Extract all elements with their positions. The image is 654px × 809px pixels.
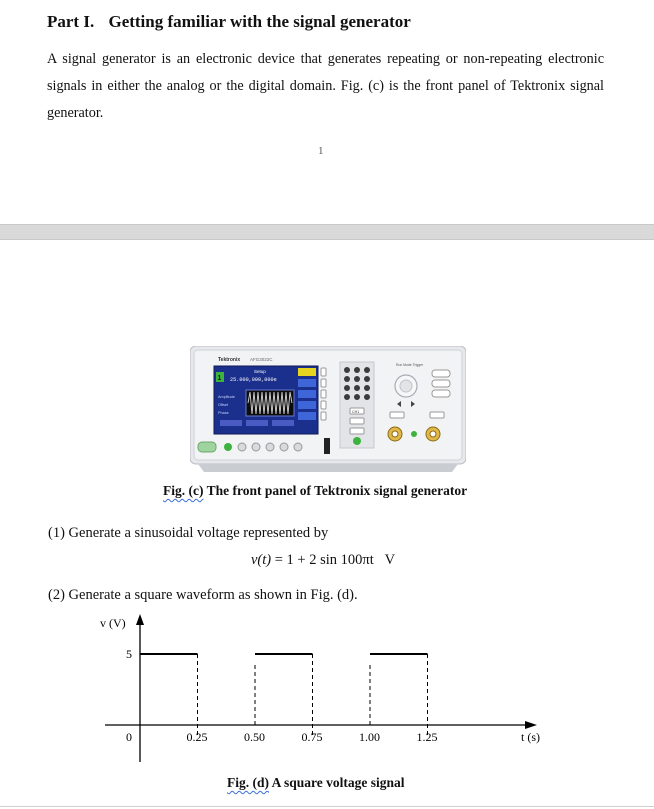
output-on-button[interactable] [353,437,361,445]
screen-softkey-bar-3 [272,420,294,426]
bezel-button-5[interactable] [321,412,326,420]
ch-select-label: CH1 [352,409,360,414]
rotary-knob-center [400,380,412,392]
usb-port [324,438,330,454]
square-wave-series [140,654,428,735]
menu-button-b[interactable] [350,428,364,434]
bnc-output-1-center [392,431,398,437]
y-axis-label: v (V) [100,616,126,630]
x-tick-label-1: 0.25 [186,730,208,744]
section-title: Getting familiar with the signal generator [108,12,411,31]
run-mode-button-1[interactable] [432,370,450,377]
channel-button-1[interactable] [390,412,404,418]
equation [251,552,395,569]
function-button-arb[interactable] [280,443,288,451]
keypad-key[interactable] [364,376,370,382]
function-button-sine[interactable] [224,443,232,451]
figure-d-caption [227,775,405,791]
channel-number: 1 [217,375,222,382]
bezel-button-4[interactable] [321,401,326,409]
x-tick-label-4: 1.00 [359,730,380,744]
screen-softkey-bar-1 [220,420,242,426]
intro-paragraph: A signal generator is an electronic device that generates repeating or non-repeating electronic signals in either the analog or the digital domain. Fig. (c) is the front panel of Tektronix signal generator. [47,51,604,121]
x-tick-label-3: 0.75 [301,730,323,744]
device-base [198,464,458,472]
equation-unit: V [384,552,396,568]
keypad-key[interactable] [344,376,350,382]
page-bottom-rule [0,806,654,807]
keypad-key[interactable] [354,385,360,391]
screen-menu-1 [298,379,316,387]
figure-c-text: The front panel of Tektronix signal generator [206,483,468,498]
screen-softkey-bar-2 [246,420,268,426]
bnc-output-2-center [430,431,436,437]
keypad-key[interactable] [344,385,350,391]
screen-row-amplitude: Amplitude [218,395,235,399]
x-tick-labels [126,730,438,744]
bezel-button-1[interactable] [321,368,326,376]
keypad-key[interactable] [354,367,360,373]
screen-frequency: 25.000,000,000e [230,377,277,383]
section-number: Part I. [47,12,95,31]
keypad-key[interactable] [344,394,350,400]
keypad-panel [340,362,374,448]
figure-c-caption [163,483,467,499]
x-tick-label-5: 1.25 [416,730,438,744]
function-button-square[interactable] [238,443,246,451]
keypad-key[interactable] [364,394,370,400]
figure-c-label: Fig. (c) [163,483,204,498]
screen-menu-2 [298,390,316,398]
y-axis-arrow-icon [136,614,144,625]
keypad-key[interactable] [364,385,370,391]
screen-menu-3 [298,401,316,409]
square-wave-chart [95,610,555,770]
function-button-ramp[interactable] [252,443,260,451]
device-model: AFG3022C [250,357,273,362]
section-heading [47,12,411,32]
task-two: (2) Generate a square waveform as shown in Fig. (d). [48,587,358,603]
keypad-key[interactable] [354,394,360,400]
signal-generator-image [190,346,466,472]
page-break [0,224,654,240]
equation-rhs: = 1 + 2 sin 100πt [274,552,374,568]
x-tick-label-0: 0 [126,730,132,744]
x-axis-arrow-icon [525,721,537,729]
screen-mode: Setup [254,369,266,374]
y-tick-labels [126,647,132,661]
run-mode-button-2[interactable] [432,380,450,387]
keypad-key[interactable] [364,367,370,373]
x-axis-label: t (s) [521,730,540,744]
bezel-button-3[interactable] [321,390,326,398]
device-brand: Tektronix [218,357,241,363]
screen-row-offset: Offset [218,403,229,407]
screen-menu-4 [298,412,316,420]
screen-menu-top [298,368,316,376]
figure-d-text: A square voltage signal [271,775,405,790]
x-tick-label-2: 0.50 [244,730,265,744]
page-number: 1 [318,145,324,157]
figure-d-label: Fig. (d) [227,775,269,790]
equation-lhs: v(t) [251,552,272,568]
keypad-key[interactable] [354,376,360,382]
function-button-more[interactable] [294,443,302,451]
screen-row-phase: Phase [218,411,229,415]
output-led [411,431,417,437]
keypad-key[interactable] [344,367,350,373]
bezel-button-2[interactable] [321,379,326,387]
run-mode-button-3[interactable] [432,390,450,397]
menu-button-a[interactable] [350,418,364,424]
function-button-pulse[interactable] [266,443,274,451]
power-button[interactable] [198,442,216,452]
y-tick-label-0: 5 [126,647,132,661]
page-one [0,0,654,224]
channel-button-2[interactable] [430,412,444,418]
run-mode-label: Run Mode Trigger [396,363,424,367]
task-one: (1) Generate a sinusoidal voltage represented by [48,525,329,541]
